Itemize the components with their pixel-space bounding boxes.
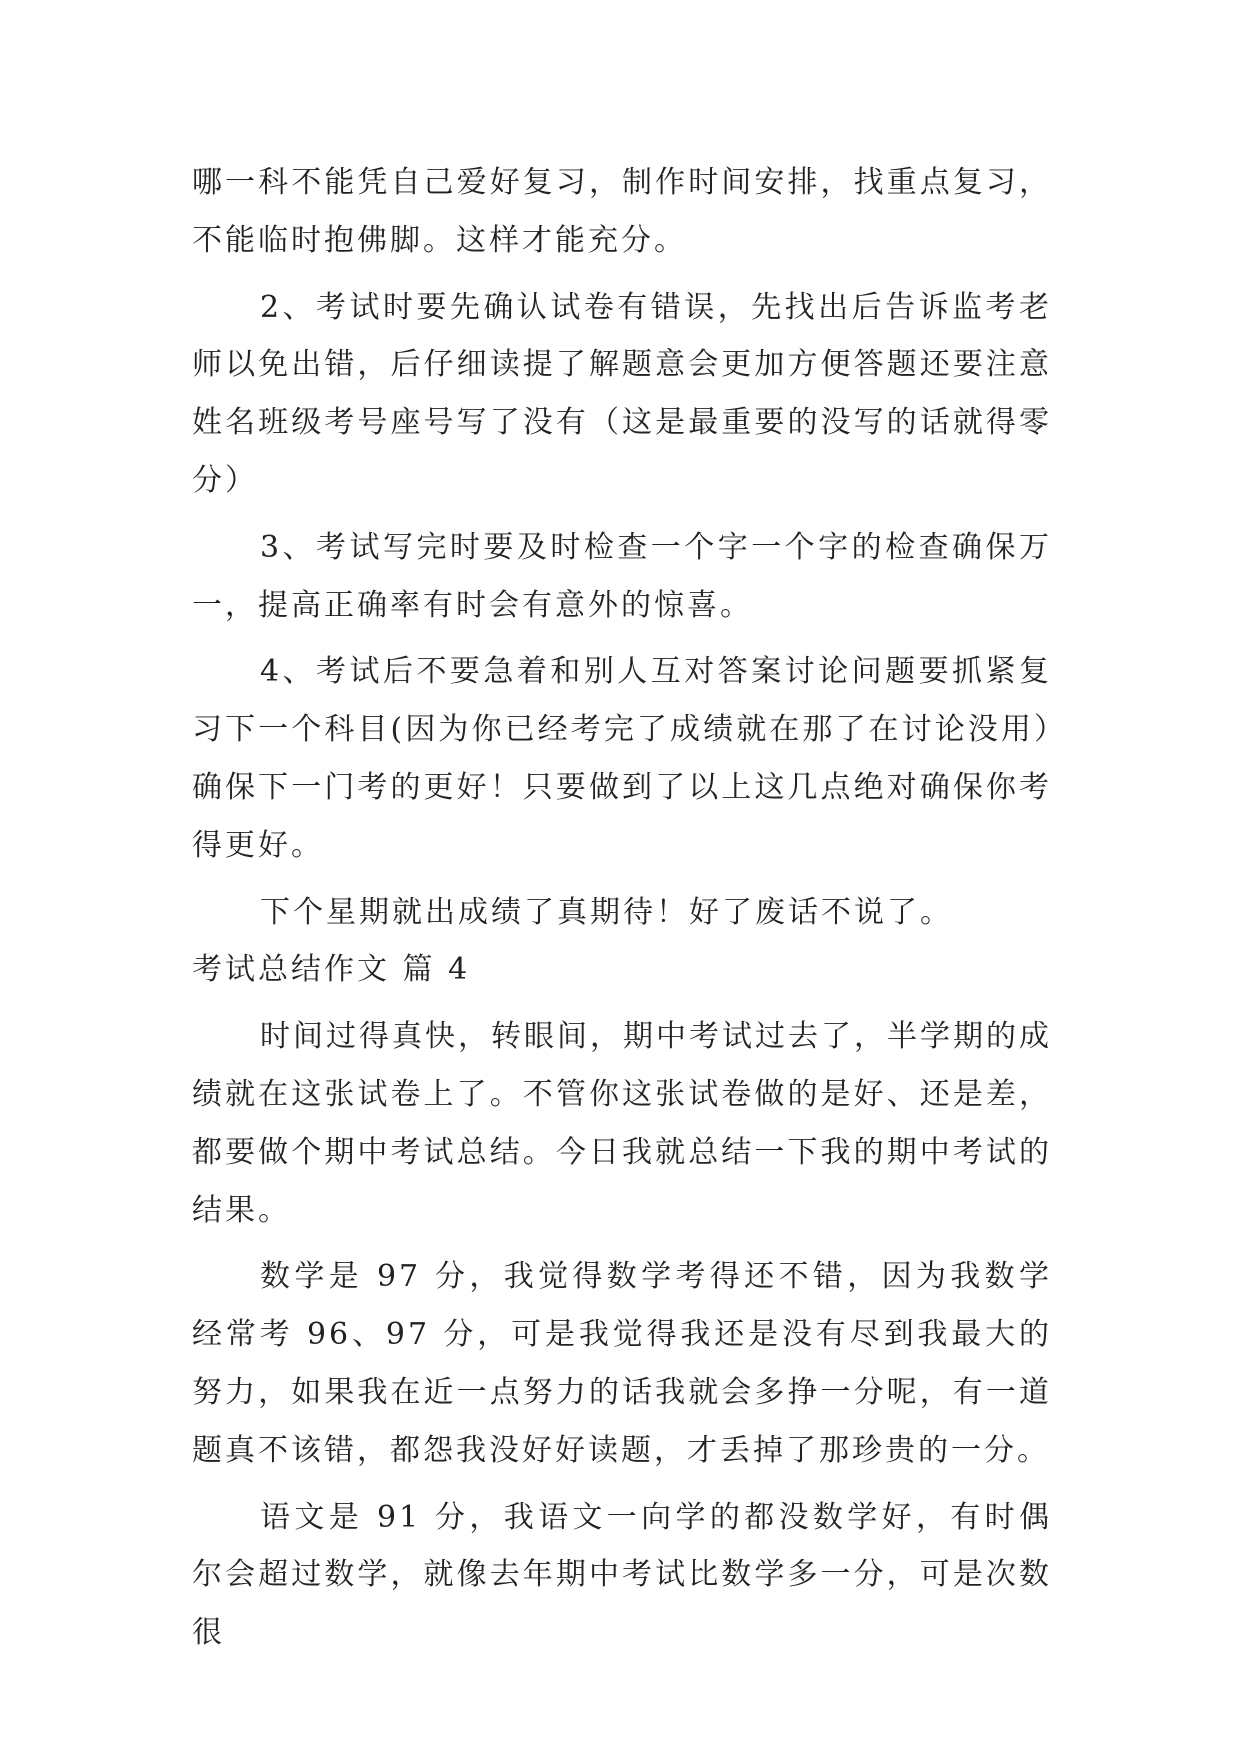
paragraph-math: 数学是 97 分，我觉得数学考得还不错，因为我数学经常考 96、97 分，可是我觉得我还是没有尽到我最大的努力，如果我在近一点努力的话我就会多挣一分呢，有一道题真不该错，都怨我没好好读题，才丢掉了那珍贵的一分。 xyxy=(192,1259,1052,1468)
paragraph-closing: 下个星期就出成绩了真期待！好了废话不说了。 xyxy=(260,894,953,930)
section-heading: 考试总结作文 篇 4 xyxy=(192,952,471,988)
paragraph-intro: 时间过得真快，转眼间，期中考试过去了，半学期的成绩就在这张试卷上了。不管你这张试卷做的是好、还是差，都要做个期中考试总结。今日我就总结一下我的期中考试的结果。 xyxy=(192,1019,1052,1228)
paragraph-tip-4: 4、考试后不要急着和别人互对答案讨论问题要抓紧复习下一个科目(因为你已经考完了成绩就在那了在讨论没用）确保下一门考的更好！只要做到了以上这几点绝对确保你考得更好。 xyxy=(192,654,1052,863)
paragraph-tip-2: 2、考试时要先确认试卷有错误，先找出后告诉监考老师以免出错，后仔细读提了解题意会更加方便答题还要注意姓名班级考号座号写了没有（这是最重要的没写的话就得零分） xyxy=(192,289,1052,498)
paragraph-tip-3: 3、考试写完时要及时检查一个字一个字的检查确保万一，提高正确率有时会有意外的惊喜。 xyxy=(192,529,1052,623)
paragraph-continued: 哪一科不能凭自己爱好复习，制作时间安排，找重点复习，不能临时抱佛脚。这样才能充分。 xyxy=(192,165,1052,258)
document-page xyxy=(192,154,1052,1662)
paragraph-chinese: 语文是 91 分，我语文一向学的都没数学好，有时偶尔会超过数学，就像去年期中考试比数学多一分，可是次数很 xyxy=(192,1499,1052,1651)
